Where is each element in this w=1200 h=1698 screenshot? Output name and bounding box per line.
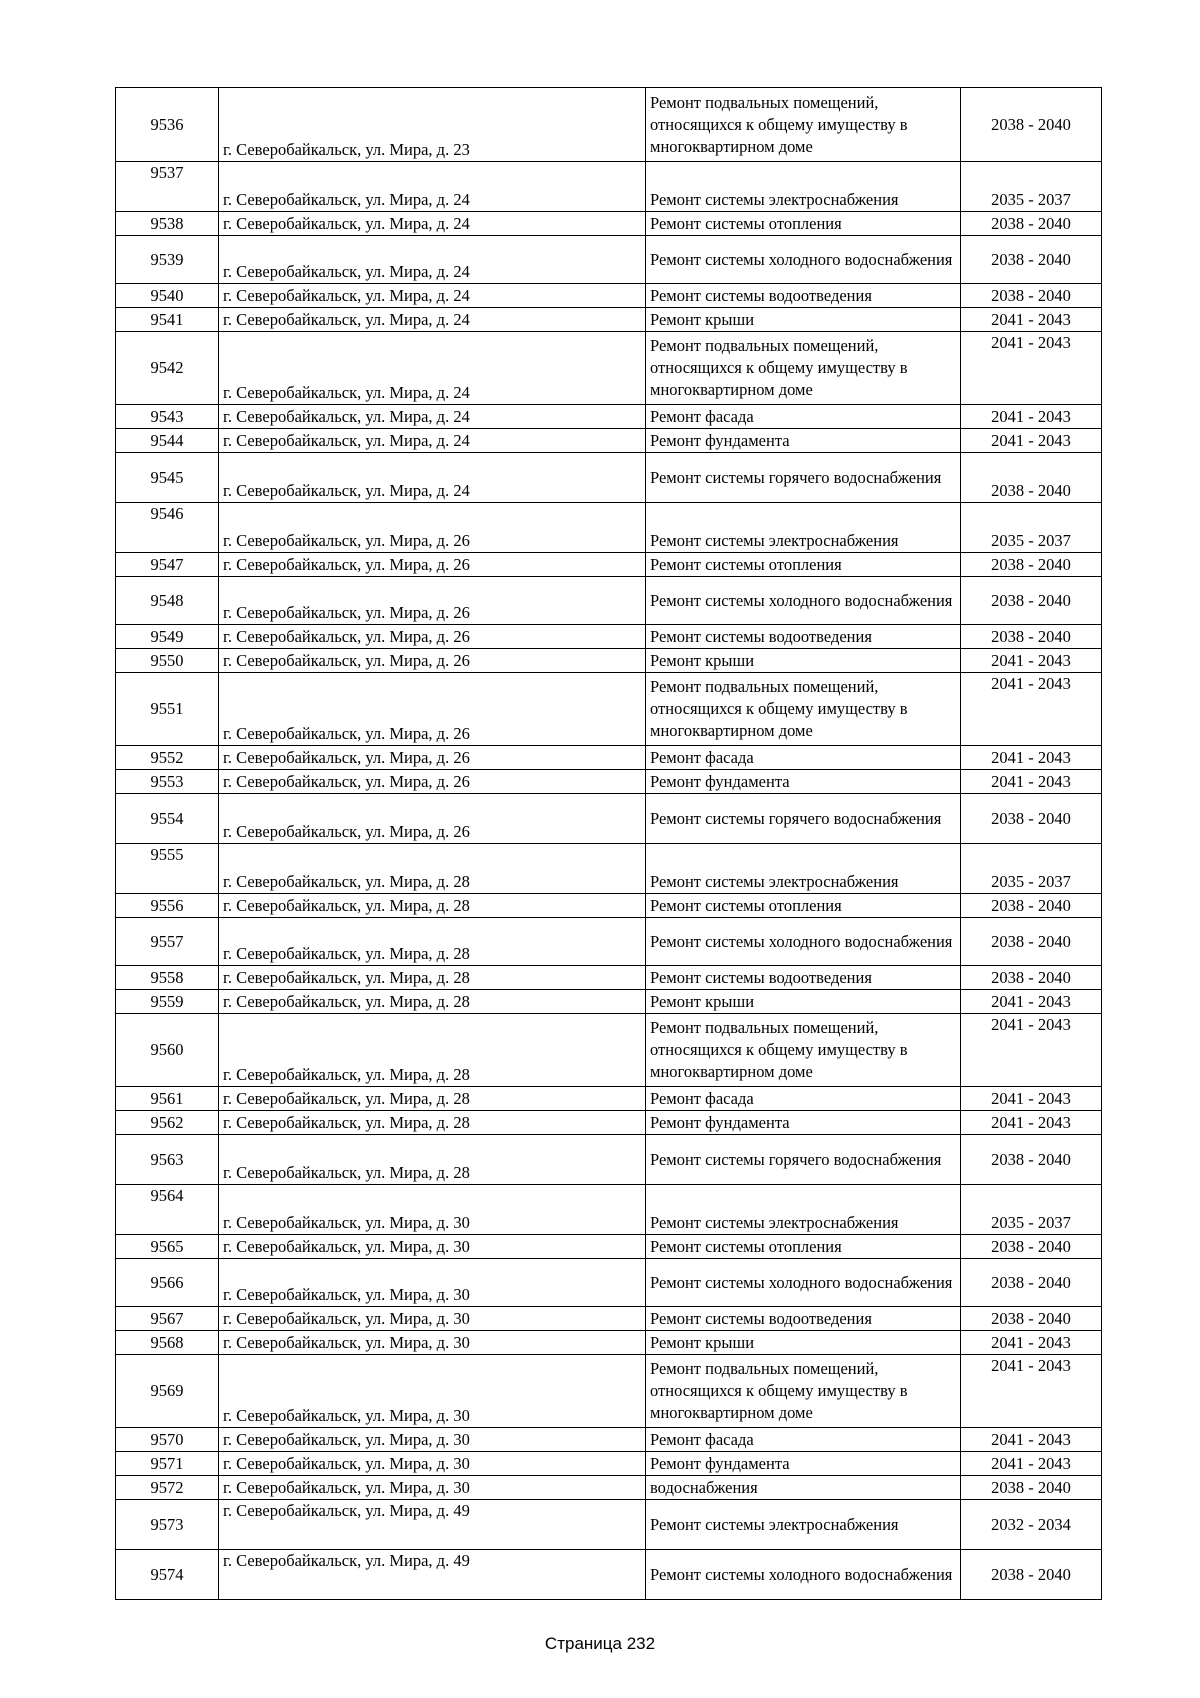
row-number: 9546 (116, 503, 219, 553)
row-work-type: Ремонт системы водоотведения (646, 625, 961, 649)
row-period: 2041 - 2043 (961, 405, 1102, 429)
row-work-type: Ремонт фундамента (646, 1452, 961, 1476)
row-work-type: Ремонт системы отопления (646, 1235, 961, 1259)
row-address: г. Северобайкальск, ул. Мира, д. 28 (219, 966, 646, 990)
row-work-type: Ремонт системы горячего водоснабжения (646, 794, 961, 844)
row-period: 2038 - 2040 (961, 284, 1102, 308)
table-row (116, 1428, 1102, 1452)
row-work-type: Ремонт крыши (646, 1331, 961, 1355)
row-work-type: Ремонт подвальных помещений, относящихся к общему имуществу в многоквартирном доме (646, 88, 961, 162)
repair-schedule-table (115, 87, 1102, 1600)
table-row (116, 1111, 1102, 1135)
row-work-type: Ремонт фундамента (646, 1111, 961, 1135)
row-address: г. Северобайкальск, ул. Мира, д. 24 (219, 332, 646, 405)
row-number: 9554 (116, 794, 219, 844)
row-address: г. Северобайкальск, ул. Мира, д. 28 (219, 1111, 646, 1135)
row-work-type: Ремонт подвальных помещений, относящихся к общему имуществу в многоквартирном доме (646, 1355, 961, 1428)
row-number: 9555 (116, 844, 219, 894)
row-address: г. Северобайкальск, ул. Мира, д. 28 (219, 1087, 646, 1111)
table-row (116, 332, 1102, 405)
row-address: г. Северобайкальск, ул. Мира, д. 28 (219, 844, 646, 894)
row-work-type: Ремонт системы отопления (646, 894, 961, 918)
row-period: 2041 - 2043 (961, 649, 1102, 673)
row-number: 9569 (116, 1355, 219, 1428)
table-row (116, 894, 1102, 918)
table-row (116, 746, 1102, 770)
row-period: 2038 - 2040 (961, 212, 1102, 236)
row-number: 9542 (116, 332, 219, 405)
table-row (116, 162, 1102, 212)
row-period: 2041 - 2043 (961, 1111, 1102, 1135)
row-address: г. Северобайкальск, ул. Мира, д. 49 (219, 1550, 646, 1600)
page-number: Страница 232 (544, 1634, 656, 1653)
row-period: 2038 - 2040 (961, 1550, 1102, 1600)
row-work-type: Ремонт системы холодного водоснабжения (646, 1259, 961, 1307)
row-number: 9558 (116, 966, 219, 990)
row-address: г. Северобайкальск, ул. Мира, д. 30 (219, 1259, 646, 1307)
table-row (116, 770, 1102, 794)
table-row (116, 236, 1102, 284)
table-row (116, 1235, 1102, 1259)
row-period: 2038 - 2040 (961, 88, 1102, 162)
row-address: г. Северобайкальск, ул. Мира, д. 28 (219, 918, 646, 966)
row-work-type: Ремонт крыши (646, 990, 961, 1014)
row-period: 2041 - 2043 (961, 1452, 1102, 1476)
row-address: г. Северобайкальск, ул. Мира, д. 26 (219, 625, 646, 649)
table-row (116, 649, 1102, 673)
row-address: г. Северобайкальск, ул. Мира, д. 24 (219, 236, 646, 284)
row-period: 2041 - 2043 (961, 1331, 1102, 1355)
row-work-type: Ремонт системы электроснабжения (646, 1185, 961, 1235)
row-address: г. Северобайкальск, ул. Мира, д. 26 (219, 503, 646, 553)
table-row (116, 1550, 1102, 1600)
table-row (116, 1476, 1102, 1500)
row-number: 9552 (116, 746, 219, 770)
row-number: 9562 (116, 1111, 219, 1135)
row-address: г. Северобайкальск, ул. Мира, д. 49 (219, 1500, 646, 1550)
row-number: 9559 (116, 990, 219, 1014)
row-address: г. Северобайкальск, ул. Мира, д. 28 (219, 1014, 646, 1087)
table-row (116, 577, 1102, 625)
row-address: г. Северобайкальск, ул. Мира, д. 24 (219, 212, 646, 236)
row-address: г. Северобайкальск, ул. Мира, д. 24 (219, 405, 646, 429)
row-address: г. Северобайкальск, ул. Мира, д. 28 (219, 894, 646, 918)
row-number: 9573 (116, 1500, 219, 1550)
row-work-type: Ремонт системы холодного водоснабжения (646, 577, 961, 625)
table-row (116, 1185, 1102, 1235)
row-number: 9541 (116, 308, 219, 332)
table-row (116, 990, 1102, 1014)
row-work-type: Ремонт системы отопления (646, 212, 961, 236)
row-period: 2035 - 2037 (961, 844, 1102, 894)
row-number: 9543 (116, 405, 219, 429)
row-period: 2038 - 2040 (961, 453, 1102, 503)
row-number: 9550 (116, 649, 219, 673)
table-row (116, 284, 1102, 308)
row-number: 9564 (116, 1185, 219, 1235)
table-row (116, 308, 1102, 332)
row-work-type: Ремонт подвальных помещений, относящихся к общему имуществу в многоквартирном доме (646, 1014, 961, 1087)
row-address: г. Северобайкальск, ул. Мира, д. 24 (219, 429, 646, 453)
row-work-type: Ремонт крыши (646, 308, 961, 332)
row-period: 2038 - 2040 (961, 1476, 1102, 1500)
row-number: 9560 (116, 1014, 219, 1087)
row-work-type: Ремонт системы водоотведения (646, 284, 961, 308)
row-period: 2035 - 2037 (961, 1185, 1102, 1235)
table-row (116, 1135, 1102, 1185)
row-period: 2038 - 2040 (961, 794, 1102, 844)
row-number: 9568 (116, 1331, 219, 1355)
table-row (116, 1087, 1102, 1111)
row-number: 9570 (116, 1428, 219, 1452)
row-period: 2041 - 2043 (961, 990, 1102, 1014)
row-work-type: водоснабжения (646, 1476, 961, 1500)
row-period: 2041 - 2043 (961, 308, 1102, 332)
table-row (116, 212, 1102, 236)
row-number: 9566 (116, 1259, 219, 1307)
row-number: 9561 (116, 1087, 219, 1111)
row-work-type: Ремонт фундамента (646, 770, 961, 794)
table-row (116, 1259, 1102, 1307)
row-period: 2041 - 2043 (961, 1428, 1102, 1452)
row-work-type: Ремонт фасада (646, 1087, 961, 1111)
row-number: 9540 (116, 284, 219, 308)
row-number: 9545 (116, 453, 219, 503)
row-period: 2041 - 2043 (961, 1087, 1102, 1111)
row-period: 2041 - 2043 (961, 429, 1102, 453)
row-work-type: Ремонт системы электроснабжения (646, 1500, 961, 1550)
row-period: 2041 - 2043 (961, 1355, 1102, 1428)
row-period: 2035 - 2037 (961, 162, 1102, 212)
row-address: г. Северобайкальск, ул. Мира, д. 26 (219, 577, 646, 625)
table-row (116, 88, 1102, 162)
row-number: 9556 (116, 894, 219, 918)
table-row (116, 1355, 1102, 1428)
row-period: 2041 - 2043 (961, 770, 1102, 794)
row-address: г. Северобайкальск, ул. Мира, д. 26 (219, 649, 646, 673)
table-body (116, 88, 1102, 1600)
row-number: 9539 (116, 236, 219, 284)
row-work-type: Ремонт системы горячего водоснабжения (646, 453, 961, 503)
row-address: г. Северобайкальск, ул. Мира, д. 26 (219, 553, 646, 577)
row-work-type: Ремонт системы горячего водоснабжения (646, 1135, 961, 1185)
table-row (116, 1307, 1102, 1331)
row-work-type: Ремонт системы холодного водоснабжения (646, 236, 961, 284)
row-address: г. Северобайкальск, ул. Мира, д. 30 (219, 1476, 646, 1500)
row-number: 9563 (116, 1135, 219, 1185)
row-address: г. Северобайкальск, ул. Мира, д. 30 (219, 1185, 646, 1235)
row-period: 2041 - 2043 (961, 1014, 1102, 1087)
row-period: 2038 - 2040 (961, 1235, 1102, 1259)
row-address: г. Северобайкальск, ул. Мира, д. 24 (219, 284, 646, 308)
row-address: г. Северобайкальск, ул. Мира, д. 30 (219, 1235, 646, 1259)
row-address: г. Северобайкальск, ул. Мира, д. 24 (219, 453, 646, 503)
row-work-type: Ремонт крыши (646, 649, 961, 673)
row-address: г. Северобайкальск, ул. Мира, д. 26 (219, 794, 646, 844)
row-work-type: Ремонт подвальных помещений, относящихся к общему имуществу в многоквартирном доме (646, 673, 961, 746)
row-work-type: Ремонт системы отопления (646, 553, 961, 577)
row-address: г. Северобайкальск, ул. Мира, д. 23 (219, 88, 646, 162)
row-work-type: Ремонт системы электроснабжения (646, 844, 961, 894)
row-number: 9538 (116, 212, 219, 236)
row-number: 9574 (116, 1550, 219, 1600)
row-period: 2041 - 2043 (961, 673, 1102, 746)
table-row (116, 794, 1102, 844)
row-number: 9536 (116, 88, 219, 162)
row-address: г. Северобайкальск, ул. Мира, д. 30 (219, 1355, 646, 1428)
row-work-type: Ремонт системы электроснабжения (646, 503, 961, 553)
row-number: 9572 (116, 1476, 219, 1500)
row-address: г. Северобайкальск, ул. Мира, д. 28 (219, 1135, 646, 1185)
row-period: 2038 - 2040 (961, 894, 1102, 918)
table-row (116, 429, 1102, 453)
row-work-type: Ремонт системы холодного водоснабжения (646, 918, 961, 966)
row-period: 2038 - 2040 (961, 577, 1102, 625)
table-row (116, 1452, 1102, 1476)
table-row (116, 966, 1102, 990)
row-number: 9537 (116, 162, 219, 212)
table-row (116, 1500, 1102, 1550)
row-number: 9557 (116, 918, 219, 966)
table-row (116, 503, 1102, 553)
row-number: 9567 (116, 1307, 219, 1331)
row-work-type: Ремонт системы водоотведения (646, 966, 961, 990)
table-row (116, 625, 1102, 649)
row-work-type: Ремонт фасада (646, 1428, 961, 1452)
row-work-type: Ремонт системы холодного водоснабжения (646, 1550, 961, 1600)
row-address: г. Северобайкальск, ул. Мира, д. 26 (219, 673, 646, 746)
row-number: 9549 (116, 625, 219, 649)
row-address: г. Северобайкальск, ул. Мира, д. 24 (219, 308, 646, 332)
row-address: г. Северобайкальск, ул. Мира, д. 24 (219, 162, 646, 212)
row-work-type: Ремонт системы электроснабжения (646, 162, 961, 212)
row-address: г. Северобайкальск, ул. Мира, д. 28 (219, 990, 646, 1014)
row-address: г. Северобайкальск, ул. Мира, д. 26 (219, 770, 646, 794)
table-row (116, 405, 1102, 429)
row-period: 2038 - 2040 (961, 966, 1102, 990)
row-period: 2035 - 2037 (961, 503, 1102, 553)
table-row (116, 453, 1102, 503)
row-number: 9547 (116, 553, 219, 577)
row-address: г. Северобайкальск, ул. Мира, д. 30 (219, 1428, 646, 1452)
row-period: 2038 - 2040 (961, 236, 1102, 284)
row-number: 9551 (116, 673, 219, 746)
table-row (116, 673, 1102, 746)
row-period: 2038 - 2040 (961, 553, 1102, 577)
row-period: 2041 - 2043 (961, 332, 1102, 405)
row-address: г. Северобайкальск, ул. Мира, д. 30 (219, 1331, 646, 1355)
row-work-type: Ремонт фасада (646, 746, 961, 770)
row-work-type: Ремонт фасада (646, 405, 961, 429)
table-row (116, 1331, 1102, 1355)
table-row (116, 918, 1102, 966)
row-period: 2038 - 2040 (961, 918, 1102, 966)
row-work-type: Ремонт системы водоотведения (646, 1307, 961, 1331)
row-period: 2038 - 2040 (961, 1307, 1102, 1331)
row-period: 2041 - 2043 (961, 746, 1102, 770)
row-address: г. Северобайкальск, ул. Мира, д. 26 (219, 746, 646, 770)
row-period: 2038 - 2040 (961, 1259, 1102, 1307)
row-address: г. Северобайкальск, ул. Мира, д. 30 (219, 1307, 646, 1331)
table-row (116, 1014, 1102, 1087)
row-number: 9548 (116, 577, 219, 625)
row-period: 2032 - 2034 (961, 1500, 1102, 1550)
row-work-type: Ремонт фундамента (646, 429, 961, 453)
row-work-type: Ремонт подвальных помещений, относящихся к общему имуществу в многоквартирном доме (646, 332, 961, 405)
row-number: 9565 (116, 1235, 219, 1259)
row-number: 9544 (116, 429, 219, 453)
row-address: г. Северобайкальск, ул. Мира, д. 30 (219, 1452, 646, 1476)
row-number: 9553 (116, 770, 219, 794)
row-period: 2038 - 2040 (961, 625, 1102, 649)
row-number: 9571 (116, 1452, 219, 1476)
row-period: 2038 - 2040 (961, 1135, 1102, 1185)
table-row (116, 553, 1102, 577)
table-row (116, 844, 1102, 894)
